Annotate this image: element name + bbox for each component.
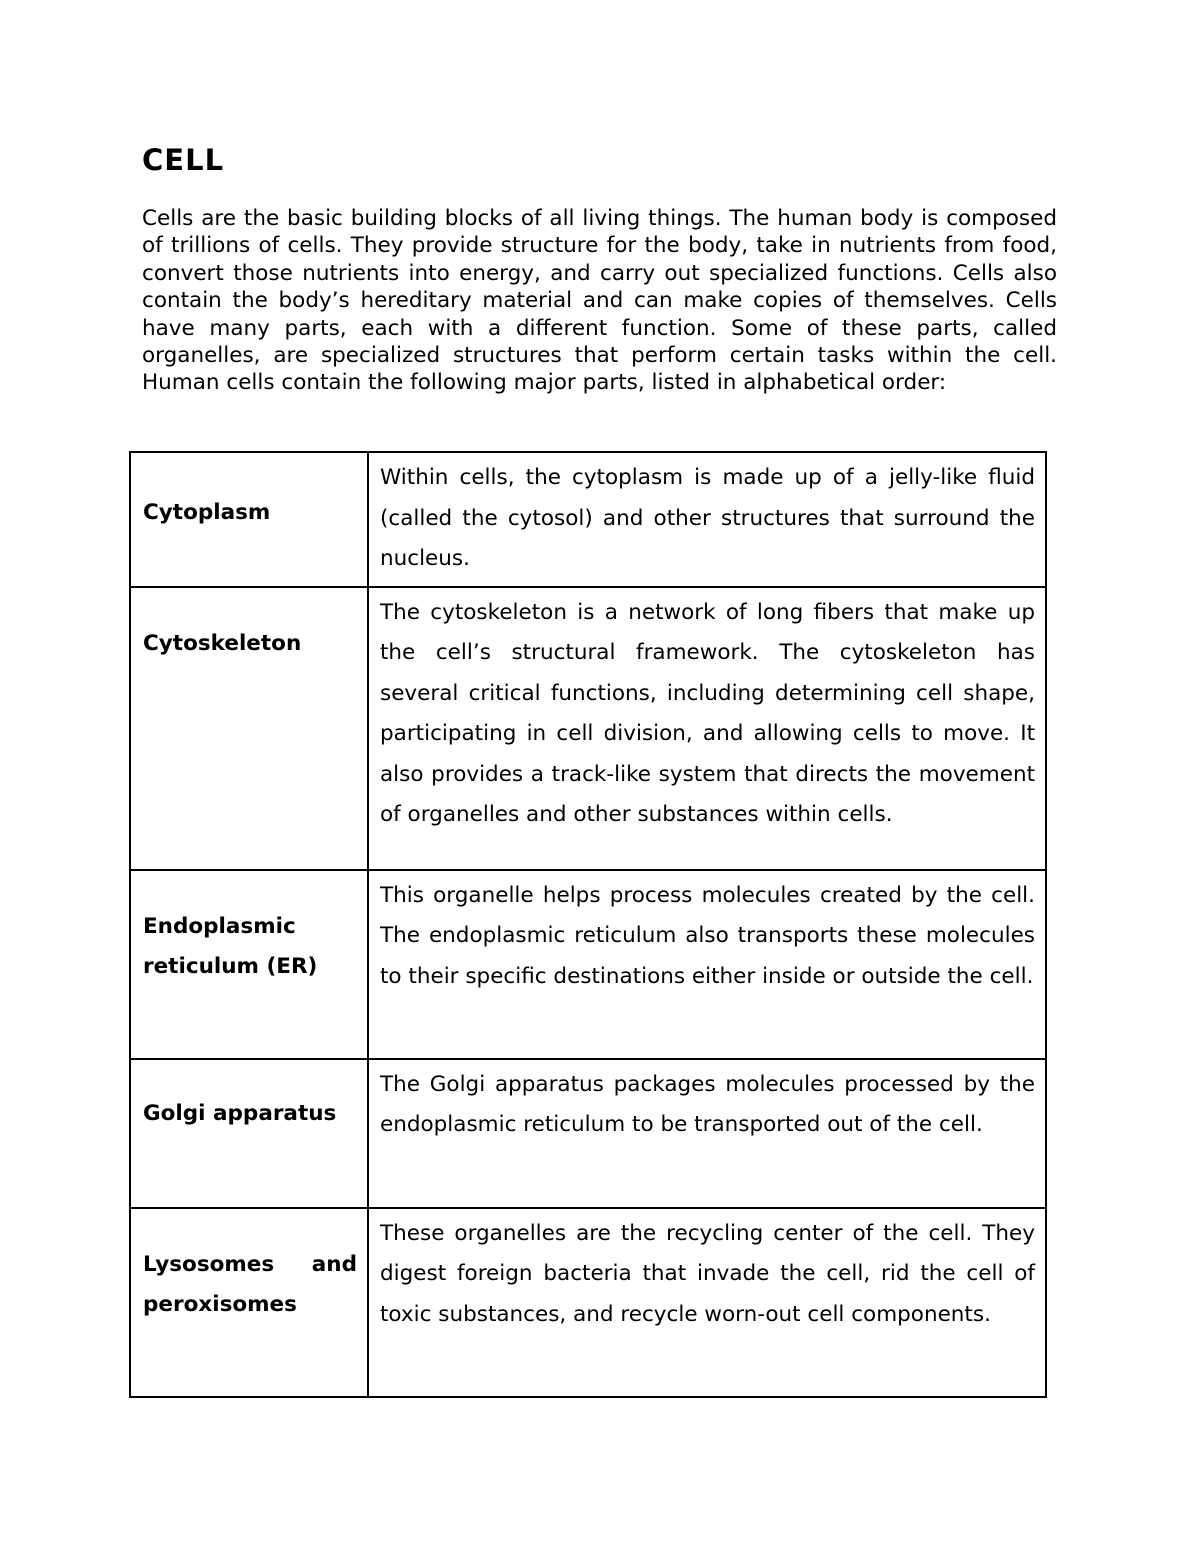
table-row bbox=[130, 1059, 1046, 1208]
document-title: CELL bbox=[142, 143, 225, 177]
term-cell bbox=[130, 587, 368, 870]
table-row bbox=[130, 1208, 1046, 1397]
table-row bbox=[130, 870, 1046, 1059]
table-row bbox=[130, 452, 1046, 587]
definition-text: This organelle helps process molecules created by the cell. The endoplasmic reticulum also transports these molecules to their specific destinations either inside or outside the cell. bbox=[380, 882, 1035, 989]
definition-text: The cytoskeleton is a network of long fibers that make up the cell’s structural framework. The cytoskeleton has several critical functions, including determining cell shape, participating in cell division, and allowing cells to move. It also provides a track-like system that directs the movement of organelles and other substances within cells. bbox=[380, 599, 1035, 827]
table-row bbox=[130, 587, 1046, 870]
term-label: Cytoplasm bbox=[143, 500, 271, 526]
definition-text: Within cells, the cytoplasm is made up of a jelly-like fluid (called the cytosol) and other structures that surround the nucleus. bbox=[380, 465, 1035, 571]
definition-cell bbox=[368, 870, 1046, 1059]
definition-cell bbox=[368, 587, 1046, 870]
term-label: Golgi apparatus bbox=[143, 1100, 337, 1126]
term-label: Lysosomes and peroxisomes bbox=[143, 1251, 357, 1317]
term-cell bbox=[130, 1059, 368, 1208]
term-cell bbox=[130, 870, 368, 1059]
definition-text: These organelles are the recycling center of the cell. They digest foreign bacteria that invade the cell, rid the cell of toxic substances, and recycle worn-out cell components. bbox=[380, 1220, 1035, 1327]
definition-cell bbox=[368, 1059, 1046, 1208]
definition-text: The Golgi apparatus packages molecules processed by the endoplasmic reticulum to be transported out of the cell. bbox=[380, 1071, 1035, 1137]
term-cell bbox=[130, 1208, 368, 1397]
definition-cell bbox=[368, 452, 1046, 587]
term-label: Cytoskeleton bbox=[143, 630, 302, 656]
term-cell bbox=[130, 452, 368, 587]
organelle-table bbox=[129, 451, 1047, 1398]
term-label: Endoplasmic reticulum (ER) bbox=[143, 913, 318, 979]
definition-cell bbox=[368, 1208, 1046, 1397]
intro-paragraph: Cells are the basic building blocks of all living things. The human body is composed of trillions of cells. They provide structure for the body, take in nutrients from food, convert those nutrients into energy, and carry out specialized functions. Cells also contain the body’s hereditary material and can make copies of themselves. Cells have many parts, each with a different function. Some of these parts, called organelles, are specialized structures that perform certain tasks within the cell. Human cells contain the following major parts, listed in alphabetical order: bbox=[142, 206, 1057, 396]
